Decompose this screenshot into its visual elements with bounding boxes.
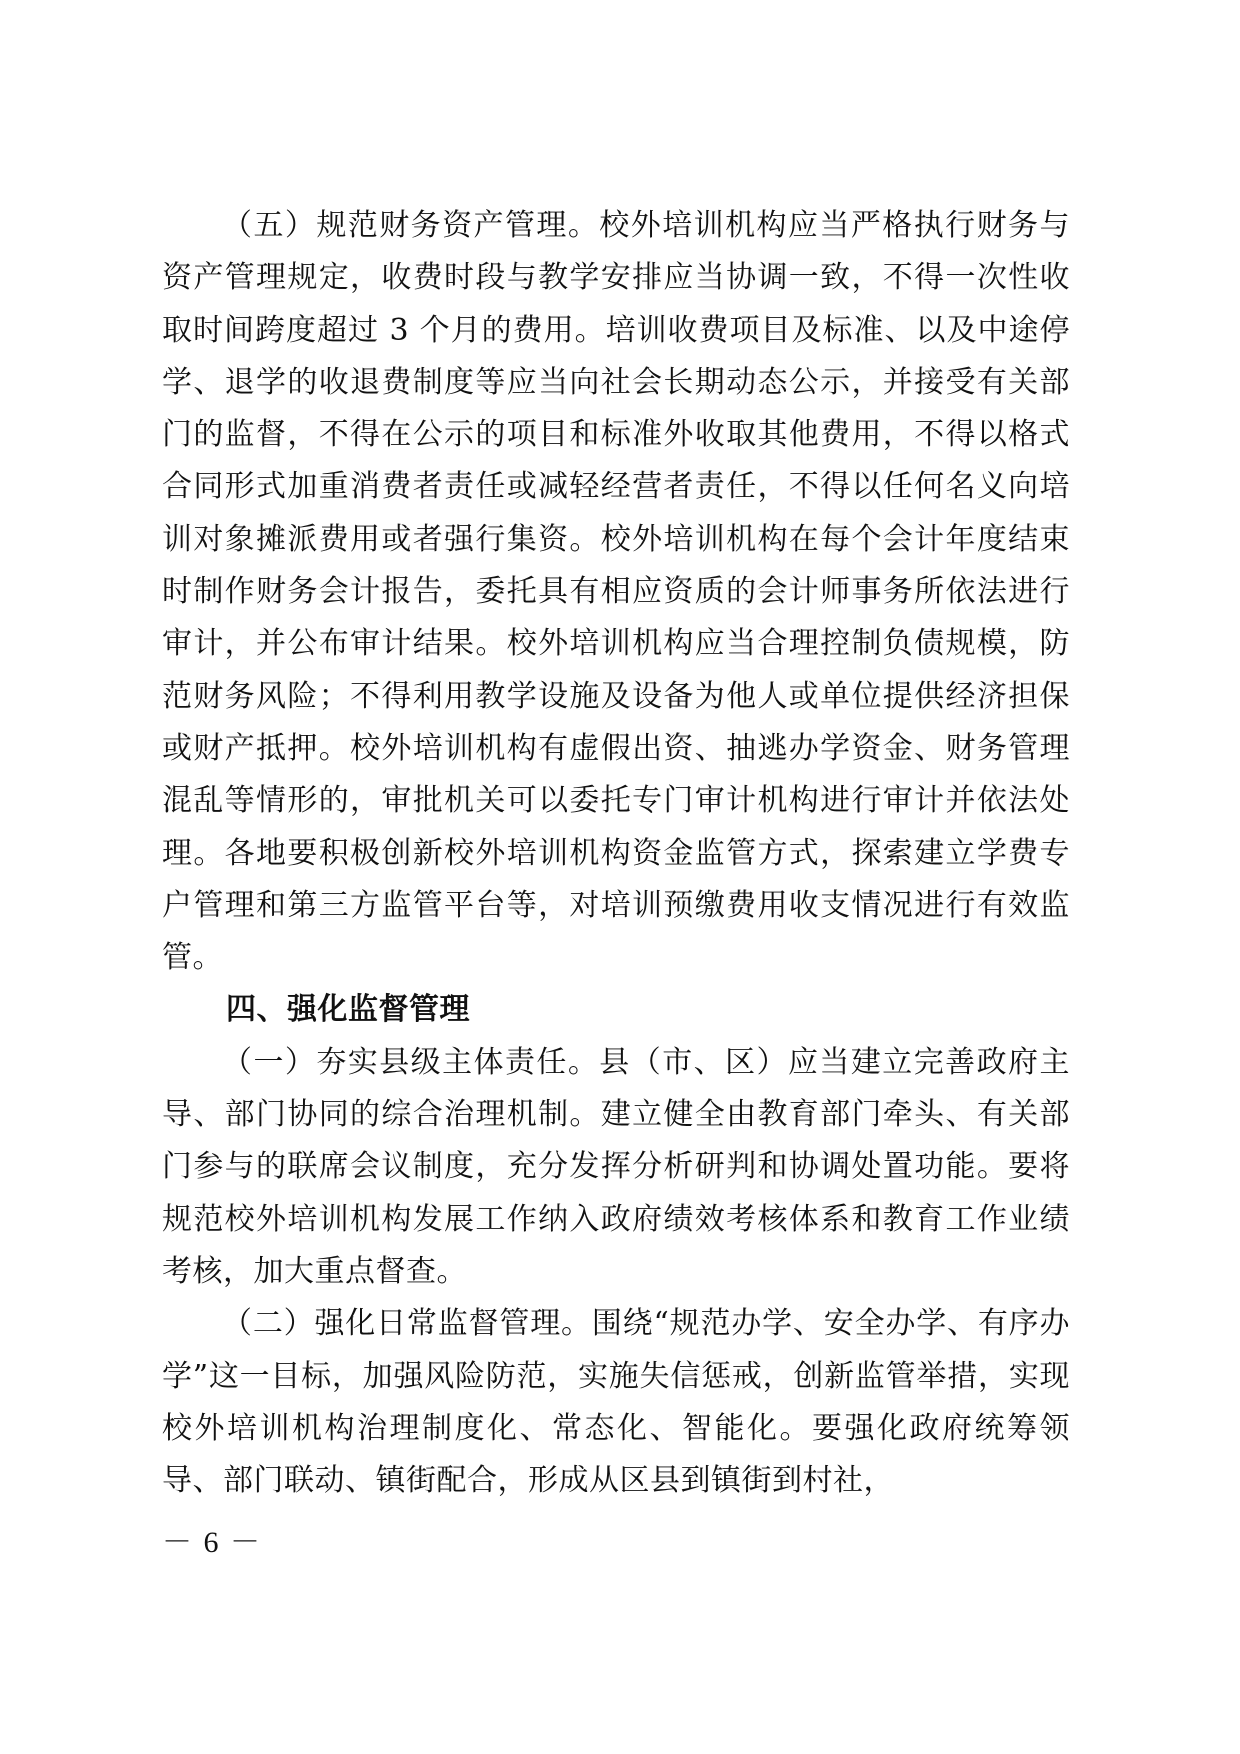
paragraph-daily-supervision: （二）强化日常监督管理。围绕“规范办学、安全办学、有序办学”这一目标，加强风险防范，实施失信惩戒，创新监管举措，实现校外培训机构治理制度化、常态化、智能化。要强化政府统筹领导、部门联动、镇街配合，形成从区县到镇街到村社， — [162, 1306, 1070, 1499]
document-body — [162, 200, 1070, 1507]
paragraph-financial-management: （五）规范财务资产管理。校外培训机构应当严格执行财务与资产管理规定，收费时段与教学安排应当协调一致，不得一次性收取时间跨度超过 3 个月的费用。培训收费项目及标准、以及中途停学、退学的收退费制度等应当向社会长期动态公示，并接受有关部门的监督，不得在公示的项目和标准外收取其他费用，不得以格式合同形式加重消费者责任或减轻经营者责任，不得以任何名义向培训对象摊派费用或者强行集资。校外培训机构在每个会计年度结束时制作财务会计报告，委托具有相应资质的会计师事务所依法进行审计，并公布审计结果。校外培训机构应当合理控制负债规模，防范财务风险；不得利用教学设施及设备为他人或单位提供经济担保或财产抵押。校外培训机构有虚假出资、抽逃办学资金、财务管理混乱等情形的，审批机关可以委托专门审计机构进行审计并依法处理。各地要积极创新校外培训机构资金监管方式，探索建立学费专户管理和第三方监管平台等，对培训预缴费用收支情况进行有效监管。 — [162, 208, 1070, 976]
section-heading: 四、强化监督管理 — [226, 992, 470, 1028]
page-number: － 6 － — [162, 1526, 262, 1559]
paragraph-county-responsibility: （一）夯实县级主体责任。县（市、区）应当建立完善政府主导、部门协同的综合治理机制。建立健全由教育部门牵头、有关部门参与的联席会议制度，充分发挥分析研判和协调处置功能。要将规范校外培训机构发展工作纳入政府绩效考核体系和教育工作业绩考核，加大重点督查。 — [162, 1044, 1070, 1289]
